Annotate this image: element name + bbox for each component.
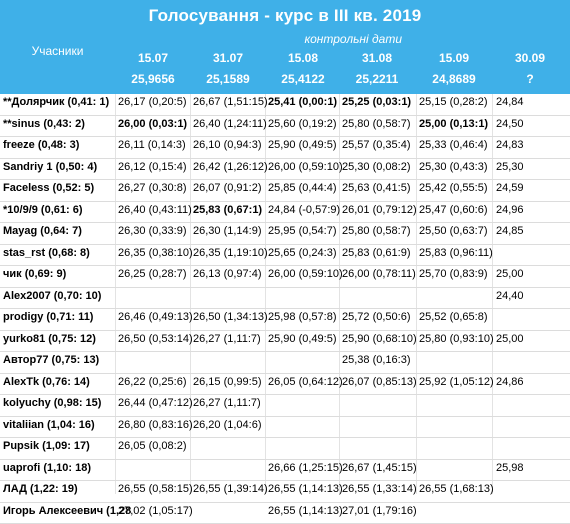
participant-name: Pupsik (1,09: 17) bbox=[3, 440, 90, 452]
rate-value: 25,2211 bbox=[342, 72, 412, 86]
forecast-cell: 25,98 (0,57:8) bbox=[268, 311, 337, 323]
forecast-cell: 25,80 (0,58:7) bbox=[342, 118, 411, 130]
table-row bbox=[0, 180, 570, 202]
forecast-cell: 26,00 (0,78:11) bbox=[342, 268, 416, 280]
forecast-cell: 25,80 (0,58:7) bbox=[342, 225, 411, 237]
rate-value: 24,8689 bbox=[419, 72, 489, 86]
forecast-cell: 25,63 (0,41:5) bbox=[342, 182, 411, 194]
table-body bbox=[0, 94, 570, 524]
participant-name: Alex2007 (0,70: 10) bbox=[3, 290, 101, 302]
forecast-cell: 25,80 (0,93:10) bbox=[419, 333, 494, 345]
participant-name: чик (0,69: 9) bbox=[3, 268, 66, 280]
forecast-cell: 25,52 (0,65:8) bbox=[419, 311, 488, 323]
forecast-cell: 25,50 (0,63:7) bbox=[419, 225, 488, 237]
forecast-cell: 26,00 (0,03:1) bbox=[118, 118, 187, 130]
title-text: Голосування - курс в III кв. 2019 bbox=[149, 6, 422, 26]
forecast-cell: 26,35 (0,38:10) bbox=[118, 247, 193, 259]
table-row bbox=[0, 331, 570, 353]
forecast-cell: 25,57 (0,35:4) bbox=[342, 139, 411, 151]
date-header: 31.07 bbox=[193, 51, 263, 65]
rate-value: 25,9656 bbox=[118, 72, 188, 86]
forecast-cell: 25,92 (1,05:12) bbox=[419, 376, 494, 388]
forecast-cell: 25,41 (0,00:1) bbox=[268, 96, 337, 108]
date-header: 15.07 bbox=[118, 51, 188, 65]
participant-name: prodigy (0,71: 11) bbox=[3, 311, 93, 323]
forecast-cell: 24,40 bbox=[496, 290, 524, 302]
forecast-cell: 24,84 (-0,57:9) bbox=[268, 204, 340, 216]
forecast-cell: 26,55 (1,33:14) bbox=[342, 483, 417, 495]
table-row bbox=[0, 137, 570, 159]
table-row bbox=[0, 202, 570, 224]
table-header bbox=[0, 0, 570, 94]
forecast-cell: 25,00 bbox=[496, 333, 524, 345]
table-row bbox=[0, 266, 570, 288]
forecast-cell: 26,44 (0,47:12) bbox=[118, 397, 193, 409]
forecast-cell: 25,38 (0,16:3) bbox=[342, 354, 411, 366]
table-row bbox=[0, 438, 570, 460]
dates-row bbox=[0, 51, 570, 71]
header-subrow bbox=[0, 32, 570, 94]
forecast-cell: 25,00 bbox=[496, 268, 524, 280]
forecast-cell: 26,30 (0,33:9) bbox=[118, 225, 187, 237]
participants-header: Учасники bbox=[0, 32, 115, 70]
table-row bbox=[0, 288, 570, 310]
forecast-cell: 25,90 (0,49:5) bbox=[268, 139, 337, 151]
forecast-cell: 25,30 (0,43:3) bbox=[419, 161, 488, 173]
participant-name: Игорь Алексеевич (1,28 bbox=[3, 505, 118, 517]
forecast-cell: 25,85 (0,44:4) bbox=[268, 182, 337, 194]
forecast-cell: 25,33 (0,46:4) bbox=[419, 139, 488, 151]
forecast-cell: 26,55 (1,14:13) bbox=[268, 483, 343, 495]
table-row bbox=[0, 503, 570, 524]
forecast-cell: 26,07 (0,91:2) bbox=[193, 182, 262, 194]
forecast-cell: 26,30 (1,14:9) bbox=[193, 225, 262, 237]
forecast-cell: 25,98 bbox=[496, 462, 524, 474]
participant-name: ЛАД (1,22: 19) bbox=[3, 483, 78, 495]
forecast-cell: 26,11 (0,14:3) bbox=[118, 139, 186, 151]
forecast-cell: 25,15 (0,28:2) bbox=[419, 96, 488, 108]
forecast-cell: 26,40 (0,43:11) bbox=[118, 204, 192, 216]
forecast-cell: 26,27 (0,30:8) bbox=[118, 182, 187, 194]
forecast-cell: 25,95 (0,54:7) bbox=[268, 225, 337, 237]
forecast-cell: 26,67 (1,51:15) bbox=[193, 96, 268, 108]
forecast-cell: 26,67 (1,45:15) bbox=[342, 462, 417, 474]
forecast-cell: 26,00 (0,59:10) bbox=[268, 268, 343, 280]
participant-name: AlexTk (0,76: 14) bbox=[3, 376, 90, 388]
forecast-cell: 24,96 bbox=[496, 204, 524, 216]
forecast-cell: 26,07 (0,85:13) bbox=[342, 376, 417, 388]
forecast-cell: 26,10 (0,94:3) bbox=[193, 139, 262, 151]
table-row bbox=[0, 417, 570, 439]
forecast-cell: 26,01 (0,79:12) bbox=[342, 204, 417, 216]
control-dates-label: контрольні дати bbox=[120, 32, 402, 48]
forecast-cell: 24,59 bbox=[496, 182, 524, 194]
forecast-cell: 27,01 (1,79:16) bbox=[342, 505, 417, 517]
forecast-cell: 25,42 (0,55:5) bbox=[419, 182, 488, 194]
sheet-title bbox=[0, 0, 570, 32]
forecast-cell: 25,65 (0,24:3) bbox=[268, 247, 337, 259]
forecast-cell: 25,30 bbox=[496, 161, 524, 173]
forecast-cell: 25,30 (0,08:2) bbox=[342, 161, 411, 173]
forecast-cell: 27,02 (1,05:17) bbox=[118, 505, 193, 517]
forecast-cell: 26,22 (0,25:6) bbox=[118, 376, 187, 388]
forecast-cell: 25,90 (0,68:10) bbox=[342, 333, 417, 345]
forecast-cell: 25,72 (0,50:6) bbox=[342, 311, 411, 323]
participant-name: vitaliian (1,04: 16) bbox=[3, 419, 95, 431]
forecast-cell: 24,85 bbox=[496, 225, 524, 237]
forecast-cell: 26,05 (0,64:12) bbox=[268, 376, 343, 388]
participant-name: stas_rst (0,68: 8) bbox=[3, 247, 90, 259]
forecast-cell: 26,55 (1,68:13) bbox=[419, 483, 494, 495]
forecast-cell: 26,46 (0,49:13) bbox=[118, 311, 193, 323]
forecast-cell: 26,05 (0,08:2) bbox=[118, 440, 187, 452]
forecast-cell: 26,55 (1,14:13) bbox=[268, 505, 343, 517]
participant-name: Mayag (0,64: 7) bbox=[3, 225, 82, 237]
forecast-cell: 26,27 (1,11:7) bbox=[193, 397, 261, 409]
forecast-cell: 25,70 (0,83:9) bbox=[419, 268, 488, 280]
rates-row bbox=[0, 72, 570, 94]
forecast-cell: 25,00 (0,13:1) bbox=[419, 118, 488, 130]
forecast-cell: 26,50 (1,34:13) bbox=[193, 311, 268, 323]
forecast-cell: 25,83 (0,96:11) bbox=[419, 247, 493, 259]
forecast-cell: 26,55 (1,39:14) bbox=[193, 483, 268, 495]
forecast-cell: 26,55 (0,58:15) bbox=[118, 483, 193, 495]
rate-value: 25,1589 bbox=[193, 72, 263, 86]
forecast-cell: 26,50 (0,53:14) bbox=[118, 333, 193, 345]
rate-value: 25,4122 bbox=[268, 72, 338, 86]
table-row bbox=[0, 481, 570, 503]
forecast-cell: 26,12 (0,15:4) bbox=[118, 161, 187, 173]
participant-name: **Долярчик (0,41: 1) bbox=[3, 96, 109, 108]
forecast-cell: 25,83 (0,61:9) bbox=[342, 247, 411, 259]
date-header: 15.08 bbox=[268, 51, 338, 65]
forecast-cell: 26,00 (0,59:10) bbox=[268, 161, 343, 173]
date-header: 15.09 bbox=[419, 51, 489, 65]
participant-name: Sandriy 1 (0,50: 4) bbox=[3, 161, 97, 173]
rate-value: ? bbox=[495, 72, 565, 86]
forecast-cell: 26,35 (1,19:10) bbox=[193, 247, 268, 259]
forecast-cell: 26,66 (1,25:15) bbox=[268, 462, 343, 474]
participant-name: freeze (0,48: 3) bbox=[3, 139, 79, 151]
table-row bbox=[0, 395, 570, 417]
forecast-cell: 26,42 (1,26:12) bbox=[193, 161, 268, 173]
table-row bbox=[0, 94, 570, 116]
forecast-cell: 24,84 bbox=[496, 96, 524, 108]
forecast-cell: 26,25 (0,28:7) bbox=[118, 268, 187, 280]
table-row bbox=[0, 352, 570, 374]
participant-name: kolyuchy (0,98: 15) bbox=[3, 397, 101, 409]
forecast-cell: 25,60 (0,19:2) bbox=[268, 118, 337, 130]
table-row bbox=[0, 460, 570, 482]
participant-name: yurko81 (0,75: 12) bbox=[3, 333, 96, 345]
forecast-cell: 26,80 (0,83:16) bbox=[118, 419, 193, 431]
forecast-cell: 25,47 (0,60:6) bbox=[419, 204, 488, 216]
forecast-cell: 24,50 bbox=[496, 118, 524, 130]
forecast-cell: 24,86 bbox=[496, 376, 524, 388]
table-row bbox=[0, 116, 570, 138]
forecast-cell: 26,13 (0,97:4) bbox=[193, 268, 262, 280]
participant-name: *10/9/9 (0,61: 6) bbox=[3, 204, 83, 216]
participant-name: uaprofi (1,10: 18) bbox=[3, 462, 91, 474]
date-header: 30.09 bbox=[495, 51, 565, 65]
forecast-cell: 26,40 (1,24:11) bbox=[193, 118, 267, 130]
table-row bbox=[0, 223, 570, 245]
forecast-cell: 25,90 (0,49:5) bbox=[268, 333, 337, 345]
date-header: 31.08 bbox=[342, 51, 412, 65]
forecast-cell: 26,20 (1,04:6) bbox=[193, 419, 262, 431]
forecast-cell: 26,15 (0,99:5) bbox=[193, 376, 262, 388]
table-row bbox=[0, 245, 570, 267]
participant-name: Faceless (0,52: 5) bbox=[3, 182, 94, 194]
forecast-cell: 26,17 (0,20:5) bbox=[118, 96, 187, 108]
table-row bbox=[0, 374, 570, 396]
forecast-cell: 26,27 (1,11:7) bbox=[193, 333, 261, 345]
table-row bbox=[0, 159, 570, 181]
table-row bbox=[0, 309, 570, 331]
forecast-cell: 25,83 (0,67:1) bbox=[193, 204, 262, 216]
participant-name: **sinus (0,43: 2) bbox=[3, 118, 85, 130]
participant-name: Автор77 (0,75: 13) bbox=[3, 354, 99, 366]
forecast-cell: 24,83 bbox=[496, 139, 524, 151]
forecast-cell: 25,25 (0,03:1) bbox=[342, 96, 411, 108]
